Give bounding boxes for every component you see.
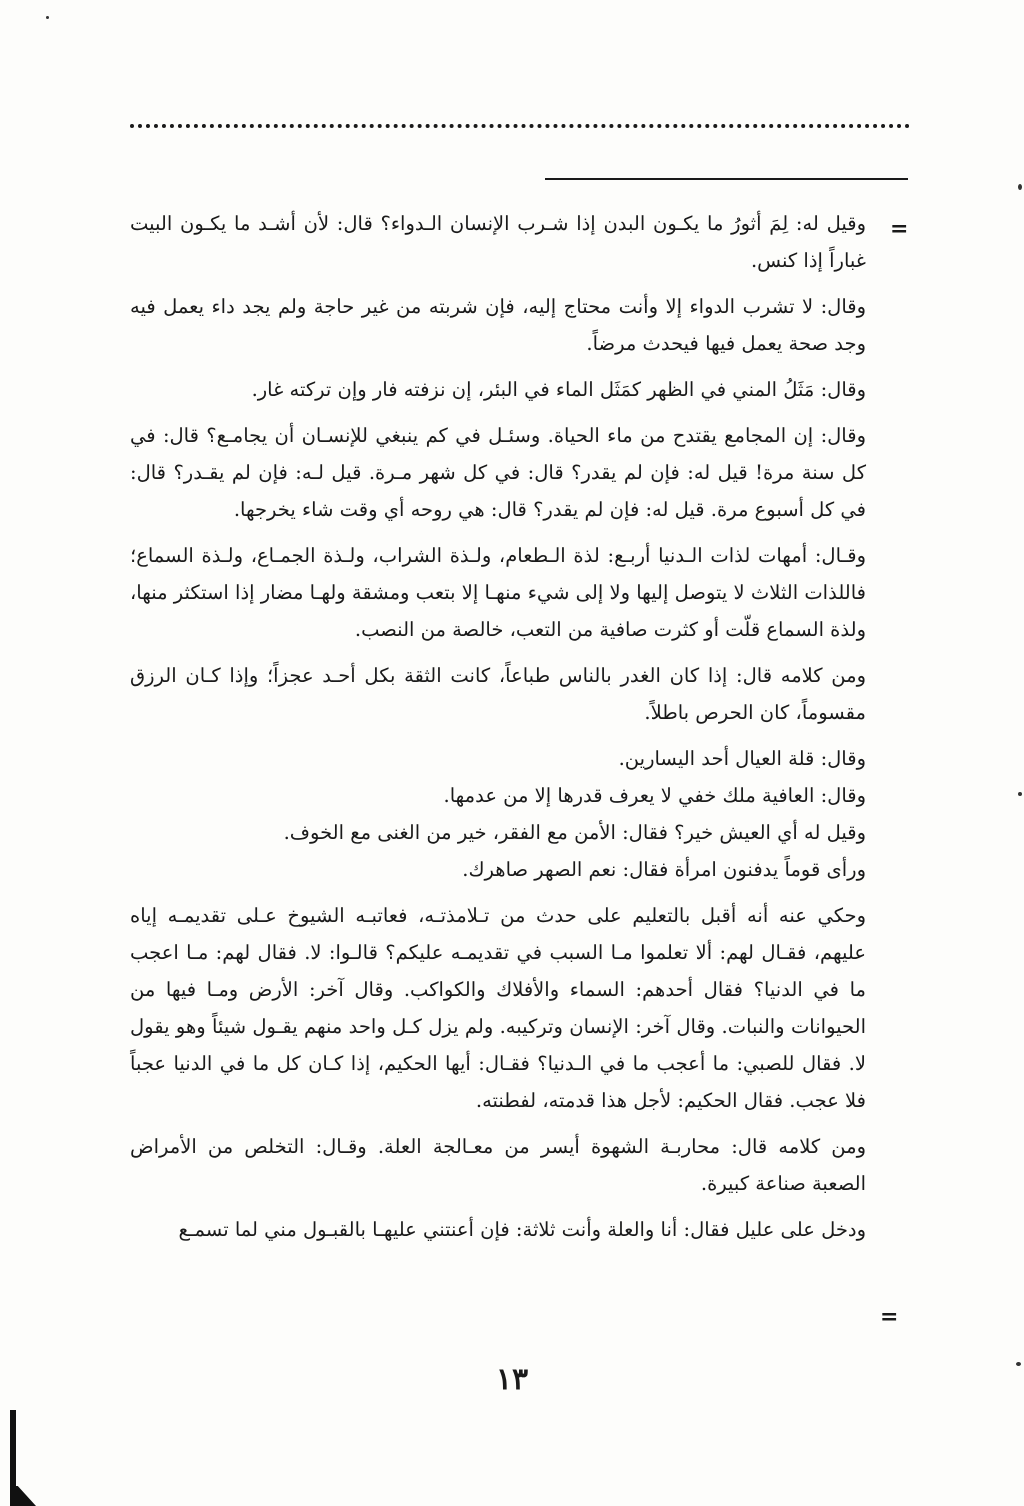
paragraph-5: وقـال: أمهات لذات الـدنيا أربـع: لذة الـطعام، ولـذة الشراب، ولـذة الجمـاع، ولـذة السماع؛ فاللذات الثلاث لا يتوصل إليها ولا إلى شيء منهـا إلا بتعب ومشقة ولهـا مضار إذا استكثر منها، ولذة السماع قلّت أو كثرت صافية من التعب، خالصة من النصب.: [130, 544, 866, 641]
header-short-rule: [545, 178, 908, 180]
dotted-header-rule: [130, 124, 910, 128]
paragraph-9: وقيل له أي العيش خير؟ فقال: الأمن مع الفقر، خير من الغنى مع الخوف.: [283, 821, 866, 844]
paragraph-13: ودخل على عليل فقال: أنا والعلة وأنت ثلاثة: فإن أعنتني عليهـا بالقبـول مني لما تسمـع: [178, 1218, 866, 1241]
scan-speck: [1018, 184, 1022, 190]
continuation-mark-top: =: [890, 216, 909, 242]
scan-speck: [1016, 1362, 1021, 1366]
paragraph-7: وقال: قلة العيال أحد اليسارين.: [618, 747, 866, 770]
scan-speck: [46, 16, 49, 19]
scan-speck: [1018, 792, 1022, 796]
paragraph-12: ومن كلامه قال: محاربـة الشهوة أيسر من معـالجة العلة. وقـال: التخلص من الأمراض الصعبة صناعة كبيرة.: [130, 1135, 866, 1195]
scan-binding-foot: [10, 1486, 36, 1506]
paragraph-10: ورأى قوماً يدفنون امرأة فقال: نعم الصهر صاهرك.: [462, 858, 866, 881]
paragraph-3: وقال: مَثَلُ المني في الظهر كمَثَل الماء في البئر، إن نزفته فار وإن تركته غار.: [251, 378, 866, 401]
paragraph-2: وقال: لا تشرب الدواء إلا وأنت محتاج إليه، فإن شربته من غير حاجة ولم يجد داء يعمل فيه وجد صحة يعمل فيها فيحدث مرضاً.: [130, 295, 866, 355]
paragraph-8: وقال: العافية ملك خفي لا يعرف قدرها إلا من عدمها.: [443, 784, 866, 807]
paragraph-4: وقال: إن المجامع يقتدح من ماء الحياة. وسئـل في كم ينبغي للإنسـان أن يجامـع؟ قال: في كل سنة مرة! قيل له: فإن لم يقدر؟ قال: في كل شهر مـرة. قيل لـه: فإن لم يقـدر؟ قال: في كل أسبوع مرة. قيل له: فإن لم يقدر؟ قال: هي روحه أي وقت شاء يخرجها.: [130, 424, 866, 521]
continuation-mark-bottom: =: [880, 1304, 899, 1330]
paragraph-1: وقيل له: لِمَ أثورُ ما يكـون البدن إذا شـرب الإنسان الـدواء؟ قال: لأن أشـد ما يكـون البيت غباراً إذا كنس.: [130, 212, 866, 272]
paragraph-11: وحكي عنه أنه أقبل بالتعليم على حدث من تـلامذتـه، فعاتبـه الشيوخ عـلى تقديمـه إياه عليهم، فقـال لهم: ألا تعلموا مـا السبب في تقديمـه عليكم؟ قالـوا: لا. فقال لهم: مـا اعجب ما في الدنيا؟ فقال أحدهم: السماء والأفلاك والكواكب. وقال آخر: الأرض ومـا فيها من الحيوانات والنبات. وقال آخر: الإنسان وتركيبه. ولم يزل كـل واحد منهم يقـول شيئاً وهو يقول لا. فقال للصبي: ما أعجب ما في الـدنيا؟ فقـال: أيها الحكيم، إذا كـان كل ما في الدنيا عجباً فلا عجب. فقال الحكيم: لأجل هذا قدمته، لفطنته.: [130, 904, 866, 1112]
paragraph-6: ومن كلامه قال: إذا كان الغدر بالناس طباعاً، كانت الثقة بكل أحـد عجزاً؛ وإذا كـان الرزق مقسوماً، كان الحرص باطلاً.: [130, 664, 866, 724]
page-number: ١٣: [495, 1362, 529, 1397]
body-text: [130, 205, 866, 1257]
